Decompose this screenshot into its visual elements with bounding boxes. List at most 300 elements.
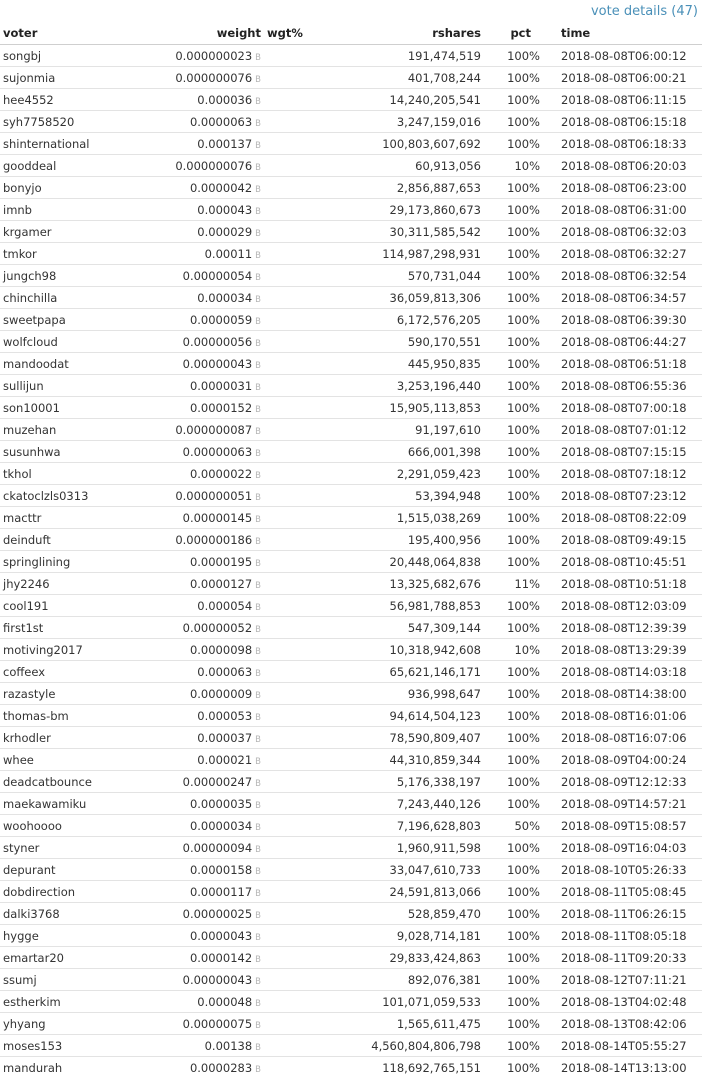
voter-cell[interactable]: jungch98 [0,265,156,287]
weight-unit-label: B [255,272,261,283]
voter-cell[interactable]: son10001 [0,397,156,419]
weight-cell [156,969,264,991]
voter-cell[interactable]: thomas-bm [0,705,156,727]
voter-cell[interactable]: emartar20 [0,947,156,969]
weight-cell [156,331,264,353]
wgt-pct-cell [264,89,326,111]
pct-cell: 100% [484,485,543,507]
time-cell: 2018-08-13T08:42:06 [543,1013,702,1035]
weight-unit-label: B [255,360,261,371]
time-cell: 2018-08-09T12:12:33 [543,771,702,793]
voter-cell[interactable]: mandoodat [0,353,156,375]
pct-cell: 100% [484,89,543,111]
column-header-weight[interactable]: weight [156,22,264,45]
rshares-cell: 65,621,146,171 [326,661,484,683]
weight-value: 0.0000063 [189,114,253,129]
weight-value: 0.000036 [197,92,253,107]
voter-cell[interactable]: hygge [0,925,156,947]
weight-cell [156,881,264,903]
weight-value: 0.00000145 [182,510,253,525]
voter-cell[interactable]: krgamer [0,221,156,243]
voter-cell[interactable]: maekawamiku [0,793,156,815]
weight-unit-label: B [255,316,261,327]
wgt-pct-cell [264,639,326,661]
weight-unit-label: B [255,382,261,393]
weight-cell [156,265,264,287]
weight-cell [156,353,264,375]
time-cell: 2018-08-08T14:38:00 [543,683,702,705]
time-cell: 2018-08-12T07:11:21 [543,969,702,991]
table-row [0,67,702,89]
voter-cell[interactable]: wolfcloud [0,331,156,353]
table-row [0,353,702,375]
wgt-pct-cell [264,353,326,375]
pct-cell: 100% [484,67,543,89]
rshares-cell: 4,560,804,806,798 [326,1035,484,1057]
wgt-pct-cell [264,881,326,903]
weight-unit-label: B [255,822,261,833]
weight-value: 0.000048 [197,994,253,1009]
weight-cell [156,837,264,859]
weight-unit-label: B [255,602,261,613]
pct-cell: 100% [484,1057,543,1078]
weight-unit-label: B [255,690,261,701]
weight-unit-label: B [255,1020,261,1031]
weight-cell [156,573,264,595]
table-row [0,793,702,815]
time-cell: 2018-08-08T06:39:30 [543,309,702,331]
pct-cell: 100% [484,111,543,133]
voter-cell[interactable]: ssumj [0,969,156,991]
table-row [0,1013,702,1035]
weight-cell [156,639,264,661]
time-cell: 2018-08-11T09:20:33 [543,947,702,969]
pct-cell: 100% [484,199,543,221]
weight-value: 0.000021 [197,752,253,767]
table-row [0,243,702,265]
time-cell: 2018-08-08T12:03:09 [543,595,702,617]
pct-cell: 100% [484,397,543,419]
rshares-cell: 892,076,381 [326,969,484,991]
table-row [0,133,702,155]
wgt-pct-cell [264,947,326,969]
voter-cell[interactable]: ckatoclzls0313 [0,485,156,507]
weight-cell [156,463,264,485]
rshares-cell: 44,310,859,344 [326,749,484,771]
weight-cell [156,903,264,925]
voter-cell[interactable]: chinchilla [0,287,156,309]
weight-value: 0.00138 [204,1038,253,1053]
pct-cell: 100% [484,133,543,155]
wgt-pct-cell [264,551,326,573]
weight-value: 0.0000152 [189,400,253,415]
time-cell: 2018-08-08T06:31:00 [543,199,702,221]
pct-cell: 100% [484,881,543,903]
weight-value: 0.00000247 [182,774,253,789]
table-row [0,331,702,353]
wgt-pct-cell [264,419,326,441]
voter-cell[interactable]: syh7758520 [0,111,156,133]
weight-value: 0.0000042 [189,180,253,195]
table-row [0,1035,702,1057]
pct-cell: 100% [484,287,543,309]
time-cell: 2018-08-11T08:05:18 [543,925,702,947]
time-cell: 2018-08-09T14:57:21 [543,793,702,815]
weight-cell [156,727,264,749]
rshares-cell: 2,856,887,653 [326,177,484,199]
wgt-pct-cell [264,111,326,133]
weight-value: 0.00000054 [182,268,253,283]
weight-unit-label: B [255,118,261,129]
rshares-cell: 91,197,610 [326,419,484,441]
time-cell: 2018-08-08T06:23:00 [543,177,702,199]
table-row [0,397,702,419]
wgt-pct-cell [264,45,326,67]
weight-unit-label: B [255,470,261,481]
weight-value: 0.000043 [197,202,253,217]
wgt-pct-cell [264,529,326,551]
voter-cell[interactable]: moses153 [0,1035,156,1057]
weight-cell [156,133,264,155]
rshares-cell: 94,614,504,123 [326,705,484,727]
pct-cell: 100% [484,419,543,441]
table-row [0,771,702,793]
time-cell: 2018-08-08T06:32:54 [543,265,702,287]
weight-unit-label: B [255,294,261,305]
wgt-pct-cell [264,375,326,397]
weight-value: 0.000037 [197,730,253,745]
vote-details-header [0,0,702,22]
weight-unit-label: B [255,162,261,173]
time-cell: 2018-08-08T07:23:12 [543,485,702,507]
table-row [0,463,702,485]
time-cell: 2018-08-08T13:29:39 [543,639,702,661]
voter-cell[interactable]: razastyle [0,683,156,705]
weight-cell [156,595,264,617]
weight-cell [156,199,264,221]
time-cell: 2018-08-09T04:00:24 [543,749,702,771]
voter-cell[interactable]: mandurah [0,1057,156,1078]
voter-cell[interactable]: jhy2246 [0,573,156,595]
voter-cell[interactable]: deinduft [0,529,156,551]
voter-cell[interactable]: muzehan [0,419,156,441]
table-row [0,639,702,661]
column-header-rshares[interactable]: rshares [326,22,484,45]
pct-cell: 100% [484,727,543,749]
weight-value: 0.000063 [197,664,253,679]
pct-cell: 100% [484,859,543,881]
voter-cell[interactable]: styner [0,837,156,859]
weight-cell [156,375,264,397]
rshares-cell: 2,291,059,423 [326,463,484,485]
rshares-cell: 101,071,059,533 [326,991,484,1013]
table-row [0,683,702,705]
wgt-pct-cell [264,991,326,1013]
time-cell: 2018-08-08T06:44:27 [543,331,702,353]
weight-unit-label: B [255,404,261,415]
rshares-cell: 666,001,398 [326,441,484,463]
pct-cell: 100% [484,441,543,463]
wgt-pct-cell [264,749,326,771]
rshares-cell: 29,833,424,863 [326,947,484,969]
pct-cell: 100% [484,837,543,859]
voter-cell[interactable]: motiving2017 [0,639,156,661]
voter-cell[interactable]: gooddeal [0,155,156,177]
votes-table [0,22,702,1078]
weight-value: 0.00000094 [182,840,253,855]
table-row [0,441,702,463]
wgt-pct-cell [264,441,326,463]
weight-cell [156,155,264,177]
rshares-cell: 590,170,551 [326,331,484,353]
vote-details-link[interactable]: vote details (47) [590,3,698,19]
wgt-pct-cell [264,463,326,485]
rshares-cell: 15,905,113,853 [326,397,484,419]
wgt-pct-cell [264,903,326,925]
wgt-pct-cell [264,67,326,89]
pct-cell: 100% [484,309,543,331]
weight-unit-label: B [255,96,261,107]
voter-cell[interactable]: macttr [0,507,156,529]
pct-cell: 100% [484,529,543,551]
weight-unit-label: B [255,74,261,85]
weight-unit-label: B [255,580,261,591]
table-row [0,485,702,507]
weight-value: 0.000000051 [175,488,253,503]
wgt-pct-cell [264,331,326,353]
pct-cell: 100% [484,617,543,639]
rshares-cell: 1,960,911,598 [326,837,484,859]
wgt-pct-cell [264,925,326,947]
weight-value: 0.0000022 [189,466,253,481]
rshares-cell: 56,981,788,853 [326,595,484,617]
weight-value: 0.000000076 [175,158,253,173]
time-cell: 2018-08-08T06:55:36 [543,375,702,397]
pct-cell: 100% [484,661,543,683]
wgt-pct-cell [264,969,326,991]
weight-cell [156,419,264,441]
time-cell: 2018-08-11T06:26:15 [543,903,702,925]
wgt-pct-cell [264,221,326,243]
weight-value: 0.00000052 [182,620,253,635]
voter-cell[interactable]: first1st [0,617,156,639]
time-cell: 2018-08-08T07:00:18 [543,397,702,419]
wgt-pct-cell [264,705,326,727]
time-cell: 2018-08-08T06:11:15 [543,89,702,111]
voter-cell[interactable]: hee4552 [0,89,156,111]
weight-value: 0.0000043 [189,928,253,943]
pct-cell: 100% [484,947,543,969]
wgt-pct-cell [264,133,326,155]
table-row [0,177,702,199]
voter-cell[interactable]: songbj [0,45,156,67]
time-cell: 2018-08-09T16:04:03 [543,837,702,859]
rshares-cell: 3,253,196,440 [326,375,484,397]
voter-cell[interactable]: tmkor [0,243,156,265]
rshares-cell: 36,059,813,306 [326,287,484,309]
rshares-cell: 30,311,585,542 [326,221,484,243]
voter-cell[interactable]: coffeex [0,661,156,683]
voter-cell[interactable]: shinternational [0,133,156,155]
weight-cell [156,45,264,67]
rshares-cell: 9,028,714,181 [326,925,484,947]
weight-unit-label: B [255,954,261,965]
voter-cell[interactable]: springlining [0,551,156,573]
voter-cell[interactable]: tkhol [0,463,156,485]
time-cell: 2018-08-08T16:07:06 [543,727,702,749]
time-cell: 2018-08-08T06:51:18 [543,353,702,375]
time-cell: 2018-08-14T13:13:00 [543,1057,702,1078]
table-row [0,837,702,859]
weight-value: 0.00000043 [182,972,253,987]
weight-cell [156,177,264,199]
pct-cell: 100% [484,925,543,947]
weight-value: 0.000000186 [175,532,253,547]
weight-value: 0.00011 [204,246,253,261]
table-row [0,221,702,243]
pct-cell: 100% [484,551,543,573]
voter-cell[interactable]: sullijun [0,375,156,397]
wgt-pct-cell [264,507,326,529]
column-header-pct[interactable]: pct [484,22,543,45]
weight-unit-label: B [255,206,261,217]
voter-cell[interactable]: dalki3768 [0,903,156,925]
time-cell: 2018-08-11T05:08:45 [543,881,702,903]
table-row [0,617,702,639]
voter-cell[interactable]: dobdirection [0,881,156,903]
weight-cell [156,529,264,551]
table-row [0,199,702,221]
time-cell: 2018-08-08T12:39:39 [543,617,702,639]
table-row [0,661,702,683]
wgt-pct-cell [264,1057,326,1078]
wgt-pct-cell [264,485,326,507]
wgt-pct-cell [264,199,326,221]
voter-cell[interactable]: deadcatbounce [0,771,156,793]
time-cell: 2018-08-08T06:00:12 [543,45,702,67]
voter-cell[interactable]: krhodler [0,727,156,749]
table-row [0,111,702,133]
weight-unit-label: B [255,558,261,569]
weight-cell [156,617,264,639]
pct-cell: 100% [484,793,543,815]
wgt-pct-cell [264,573,326,595]
time-cell: 2018-08-08T06:34:57 [543,287,702,309]
weight-value: 0.000137 [197,136,253,151]
voter-cell[interactable]: imnb [0,199,156,221]
wgt-pct-cell [264,617,326,639]
weight-unit-label: B [255,778,261,789]
time-cell: 2018-08-14T05:55:27 [543,1035,702,1057]
table-row [0,859,702,881]
rshares-cell: 195,400,956 [326,529,484,551]
time-cell: 2018-08-08T06:32:03 [543,221,702,243]
rshares-cell: 6,172,576,205 [326,309,484,331]
weight-value: 0.000054 [197,598,253,613]
table-row [0,419,702,441]
pct-cell: 100% [484,243,543,265]
voter-cell[interactable]: woohoooo [0,815,156,837]
wgt-pct-cell [264,243,326,265]
column-header-voter[interactable]: voter [0,22,156,45]
rshares-cell: 1,515,038,269 [326,507,484,529]
weight-value: 0.00000025 [182,906,253,921]
weight-cell [156,947,264,969]
rshares-cell: 7,196,628,803 [326,815,484,837]
weight-unit-label: B [255,184,261,195]
voter-cell[interactable]: whee [0,749,156,771]
time-cell: 2018-08-08T07:01:12 [543,419,702,441]
wgt-pct-cell [264,1035,326,1057]
wgt-pct-cell [264,265,326,287]
weight-cell [156,683,264,705]
weight-unit-label: B [255,448,261,459]
voter-cell[interactable]: sweetpapa [0,309,156,331]
voter-cell[interactable]: cool191 [0,595,156,617]
rshares-cell: 191,474,519 [326,45,484,67]
weight-unit-label: B [255,712,261,723]
weight-value: 0.0000195 [189,554,253,569]
table-row [0,309,702,331]
column-header-time[interactable]: time [543,22,702,45]
rshares-cell: 5,176,338,197 [326,771,484,793]
weight-cell [156,749,264,771]
voter-cell[interactable]: sujonmia [0,67,156,89]
weight-value: 0.00000075 [182,1016,253,1031]
table-row [0,903,702,925]
wgt-pct-cell [264,683,326,705]
voter-cell[interactable]: yhyang [0,1013,156,1035]
weight-cell [156,661,264,683]
rshares-cell: 13,325,682,676 [326,573,484,595]
pct-cell: 100% [484,683,543,705]
rshares-cell: 100,803,607,692 [326,133,484,155]
voter-cell[interactable]: susunhwa [0,441,156,463]
weight-cell [156,89,264,111]
weight-unit-label: B [255,646,261,657]
table-row [0,45,702,67]
rshares-cell: 10,318,942,608 [326,639,484,661]
weight-unit-label: B [255,756,261,767]
table-header-row [0,22,702,45]
column-header-wgt-pct[interactable]: wgt% [264,22,326,45]
wgt-pct-cell [264,771,326,793]
voter-cell[interactable]: bonyjo [0,177,156,199]
wgt-pct-cell [264,287,326,309]
wgt-pct-cell [264,177,326,199]
pct-cell: 100% [484,771,543,793]
weight-value: 0.0000059 [189,312,253,327]
weight-cell [156,309,264,331]
weight-unit-label: B [255,140,261,151]
table-row [0,155,702,177]
table-row [0,947,702,969]
time-cell: 2018-08-10T05:26:33 [543,859,702,881]
time-cell: 2018-08-08T06:20:03 [543,155,702,177]
weight-value: 0.000000076 [175,70,253,85]
weight-value: 0.0000127 [189,576,253,591]
table-row [0,551,702,573]
voter-cell[interactable]: estherkim [0,991,156,1013]
pct-cell: 100% [484,507,543,529]
weight-cell [156,991,264,1013]
rshares-cell: 114,987,298,931 [326,243,484,265]
weight-cell [156,441,264,463]
weight-cell [156,771,264,793]
pct-cell: 100% [484,177,543,199]
voter-cell[interactable]: depurant [0,859,156,881]
wgt-pct-cell [264,837,326,859]
